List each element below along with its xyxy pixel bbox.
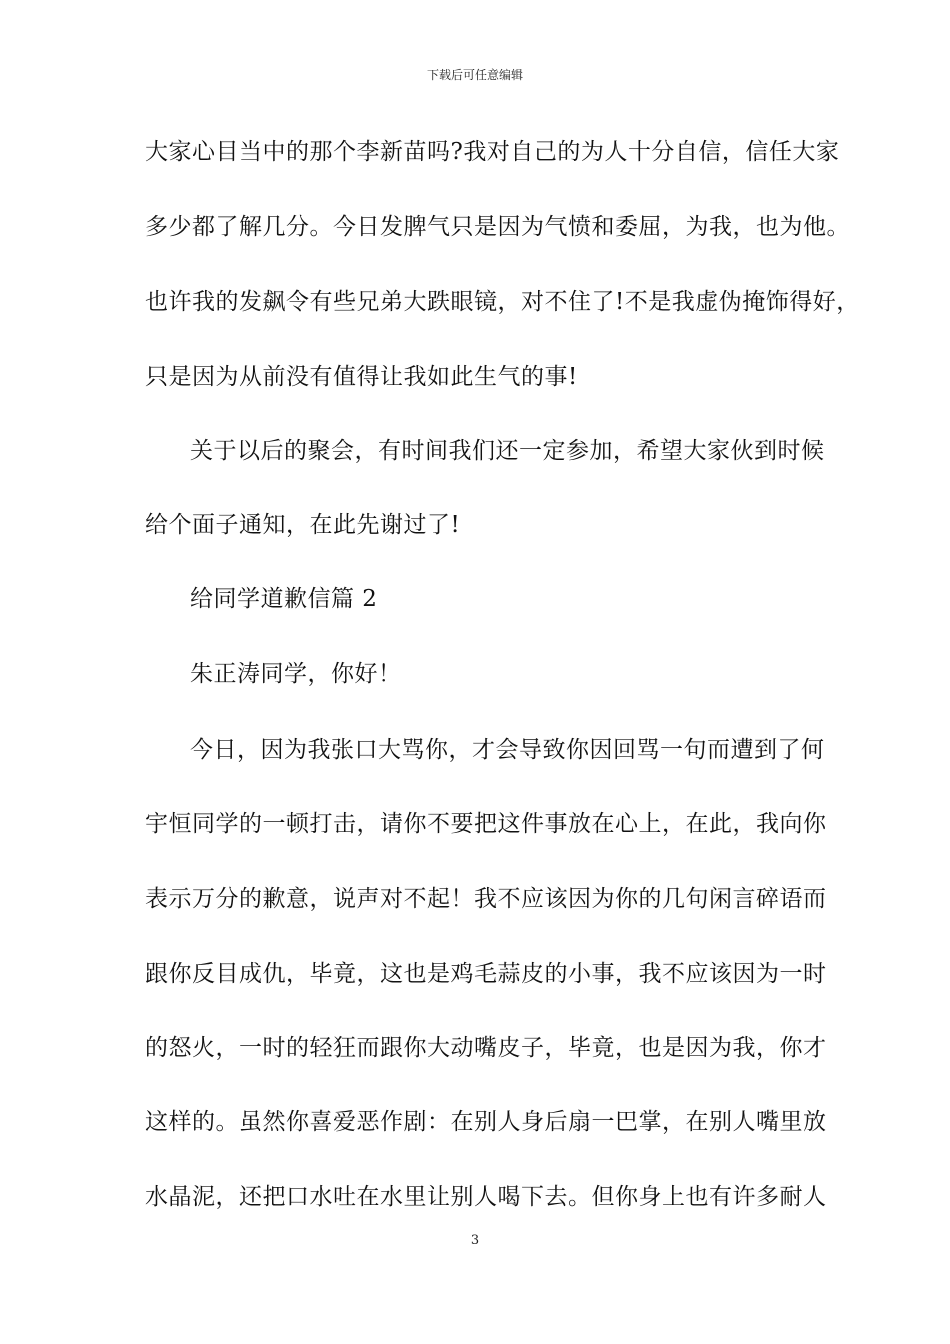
body-text-line: 水晶泥，还把口水吐在水里让别人喝下去。但你身上也有许多耐人 [145, 1184, 827, 1210]
body-text-line: 只是因为从前没有值得让我如此生气的事! [145, 364, 578, 390]
body-text-line: 给个面子通知，在此先谢过了! [145, 512, 461, 538]
letter-salutation: 朱正涛同学，你好！ [190, 661, 402, 687]
body-text-line: 表示万分的歉意，说声对不起！我不应该因为你的几句闲言碎语而 [145, 886, 827, 912]
section-title: 给同学道歉信篇 2 [190, 586, 378, 612]
body-text-line: 大家心目当中的那个李新苗吗?我对自己的为人十分自信，信任大家 [145, 139, 840, 165]
body-text-line: 多少都了解几分。今日发脾气只是因为气愤和委屈，为我，也为他。 [145, 214, 850, 240]
body-text-line: 跟你反目成仇，毕竟，这也是鸡毛蒜皮的小事，我不应该因为一时 [145, 961, 827, 987]
paragraph-first-line: 关于以后的聚会，有时间我们还一定参加，希望大家伙到时候 [190, 438, 825, 464]
page-header: 下载后可任意编辑 [426, 68, 523, 82]
paragraph-first-line: 今日，因为我张口大骂你，才会导致你因回骂一句而遭到了何 [190, 737, 825, 763]
body-text-line: 这样的。虽然你喜爱恶作剧：在别人身后扇一巴掌，在别人嘴里放 [145, 1109, 827, 1135]
body-text-line: 的怒火，一时的轻狂而跟你大动嘴皮子，毕竟，也是因为我，你才 [145, 1035, 827, 1061]
body-text-line: 宇恒同学的一顿打击，请你不要把这件事放在心上，在此，我向你 [145, 811, 827, 837]
page-number: 3 [470, 1233, 480, 1248]
body-text-line: 也许我的发飙令有些兄弟大跌眼镜，对不住了!不是我虚伪掩饰得好， [145, 289, 860, 315]
